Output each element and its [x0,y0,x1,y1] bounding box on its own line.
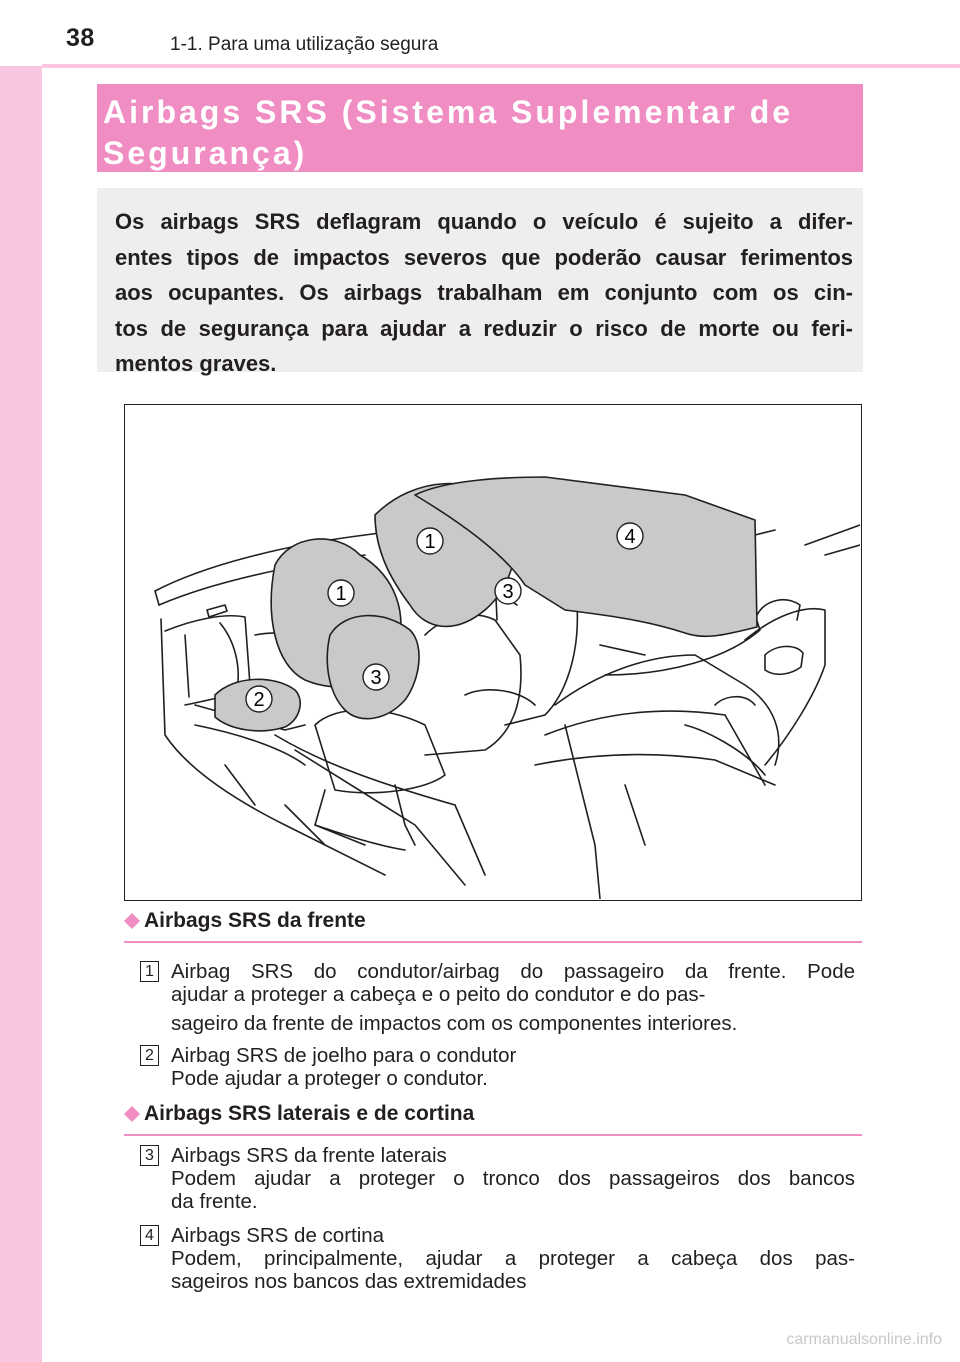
item-line: Airbag SRS de joelho para o condutor [171,1044,517,1067]
item-line: Airbag SRS do condutor/airbag do passageiro da frente. Pode [171,960,855,983]
section-label: 1-1. Para uma utilização segura [170,34,439,55]
callout-label-3a: 3 [370,667,382,689]
item-line: Pode ajudar a proteger o condutor. [171,1067,488,1090]
list-item-3 [140,1144,858,1214]
callout-label-1b: 1 [335,583,347,605]
item-line: ajudar a proteger a cabeça e o peito do condutor e do pas- [171,983,706,1006]
intro-line: Os airbags SRS deflagram quando o veículo é sujeito a difer- [115,209,853,234]
subheading-front-airbags [124,909,862,943]
item-line: sageiro da frente de impactos com os componentes interiores. [171,1012,738,1035]
airbag-illustration [124,404,862,901]
intro-paragraph [115,204,853,382]
callout-label-4: 4 [624,526,636,548]
side-tab-strip [0,0,42,1362]
item-line: Airbags SRS de cortina [171,1224,385,1247]
callout-label-1a: 1 [424,531,436,553]
title-banner [97,84,863,172]
subheading-rule [124,1134,862,1136]
diamond-bullet-icon [124,1106,140,1122]
car-interior-drawing [125,405,860,899]
callout-label-2: 2 [253,689,265,711]
item-line: da frente. [171,1190,258,1213]
page-number: 38 [66,24,95,52]
intro-line: entes tipos de impactos severos que poderão causar ferimentos [115,244,853,270]
list-item-4 [140,1224,858,1294]
item-number-badge: 3 [140,1145,159,1166]
subheading-side-curtain-airbags [124,1102,862,1136]
driver-seat-back [425,615,521,755]
item-line: Podem, principalmente, ajudar a proteger a cabeça dos pas- [171,1247,855,1270]
watermark-text: carmanualsonline.info [786,1331,942,1348]
rear-seat-cushion [555,655,779,765]
intro-line: aos ocupantes. Os airbags trabalham em conjunto com os cin- [115,280,853,305]
intro-box [97,188,863,376]
item-line: sageiros nos bancos das extremidades [171,1270,527,1293]
diamond-bullet-icon [124,913,140,929]
item-number-badge: 2 [140,1045,159,1066]
header-rule [42,64,960,68]
item-line: Podem ajudar a proteger o tronco dos passageiros dos bancos [171,1167,855,1190]
list-item-1 [140,960,858,1040]
subheading-title: Airbags SRS da frente [144,909,366,932]
page-title: Airbags SRS (Sistema Suplementar de Segurança) [103,94,794,171]
intro-line: mentos graves. [115,351,277,376]
driver-seat-cushion [315,710,445,793]
header-band [0,0,960,66]
item-line: Airbags SRS da frente laterais [171,1144,447,1167]
item-number-badge: 4 [140,1225,159,1246]
intro-line: tos de segurança para ajudar a reduzir o risco de morte ou feri- [115,315,853,341]
item-number-badge: 1 [140,961,159,982]
callout-label-3b: 3 [502,581,514,603]
list-item-2 [140,1044,858,1092]
subheading-title: Airbags SRS laterais e de cortina [144,1102,475,1125]
subheading-rule [124,941,862,943]
